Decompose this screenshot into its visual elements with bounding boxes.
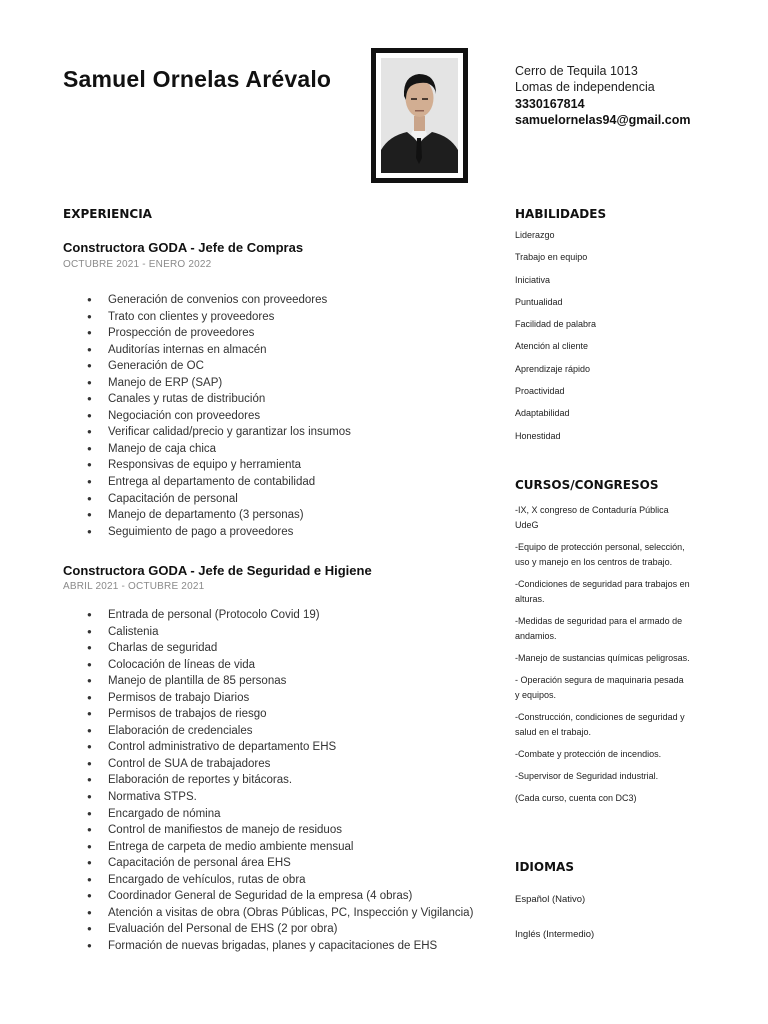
list-item: ● Manejo de plantilla de 85 personas xyxy=(63,673,473,690)
list-item: ● Control administrativo de departamento EHS xyxy=(63,739,473,756)
list-item: Facilidad de palabra xyxy=(515,319,597,330)
list-item: ● Generación de convenios con proveedores xyxy=(63,292,351,309)
list-item: ● Seguimiento de pago a proveedores xyxy=(63,524,351,541)
experience-heading: EXPERIENCIA xyxy=(63,207,152,221)
list-item: ● Entrada de personal (Protocolo Covid 19) xyxy=(63,607,473,624)
language-item: Inglés (Intermedio) xyxy=(515,929,595,940)
list-item: ● Manejo de departamento (3 personas) xyxy=(63,507,351,524)
list-item: -Manejo de sustancias químicas peligrosas. xyxy=(515,653,690,663)
language-item: Español (Nativo) xyxy=(515,894,586,905)
list-item: ● Generación de OC xyxy=(63,358,351,375)
list-item: -Combate y protección de incendios. xyxy=(515,749,662,759)
list-item: ● Elaboración de credenciales xyxy=(63,723,473,740)
list-item: ● Encargado de vehículos, rutas de obra xyxy=(63,872,473,889)
list-item: -IX, X congreso de Contaduría Pública UdeG xyxy=(515,505,669,530)
list-item: Liderazgo xyxy=(515,230,555,240)
contact-block xyxy=(515,63,690,128)
address-line-2: Lomas de independencia xyxy=(515,80,655,95)
list-item: ● Normativa STPS. xyxy=(63,789,473,806)
email-address: samuelornelas94@gmail.com xyxy=(515,112,691,127)
list-item: Iniciativa xyxy=(515,274,551,285)
list-item: ● Negociación con proveedores xyxy=(63,408,351,425)
list-item: ● Permisos de trabajos de riesgo xyxy=(63,706,473,723)
list-item: ● Prospección de proveedores xyxy=(63,325,351,342)
list-item: Puntualidad xyxy=(515,296,563,307)
list-item: ● Entrega al departamento de contabilidad xyxy=(63,474,351,491)
list-item: ● Permisos de trabajo Diarios xyxy=(63,690,473,707)
list-item: Trabajo en equipo xyxy=(515,252,588,263)
list-item: - Operación segura de maquinaria pesada y equipos. xyxy=(515,675,684,700)
phone-number: 3330167814 xyxy=(515,96,585,111)
job-title-2: Constructora GODA - Jefe de Seguridad e Higiene xyxy=(63,563,372,578)
list-item: ● Manejo de ERP (SAP) xyxy=(63,375,351,392)
list-item: ● Verificar calidad/precio y garantizar los insumos xyxy=(63,424,351,441)
list-item: ● Responsivas de equipo y herramienta xyxy=(63,457,351,474)
list-item: -Equipo de protección personal, selección, uso y manejo en los centros de trabajo. xyxy=(515,542,685,567)
list-item: ● Charlas de seguridad xyxy=(63,640,473,657)
address-line-1: Cerro de Tequila 1013 xyxy=(515,64,638,78)
list-item: ● Entrega de carpeta de medio ambiente mensual xyxy=(63,839,473,856)
courses-list xyxy=(515,503,690,813)
skills-list xyxy=(515,229,596,452)
list-item: ● Encargado de nómina xyxy=(63,806,473,823)
job-dates-1: OCTUBRE 2021 - ENERO 2022 xyxy=(63,259,212,270)
job-dates-2: ABRIL 2021 - OCTUBRE 2021 xyxy=(63,581,205,592)
courses-heading: CURSOS/CONGRESOS xyxy=(515,478,659,492)
list-item: ● Capacitación de personal xyxy=(63,491,351,508)
list-item: -Medidas de seguridad para el armado de andamios. xyxy=(515,616,683,641)
list-item: ● Manejo de caja chica xyxy=(63,441,351,458)
list-item: -Condiciones de seguridad para trabajos en alturas. xyxy=(515,579,690,604)
list-item: Proactividad xyxy=(515,386,565,397)
list-item: ● Trato con clientes y proveedores xyxy=(63,309,351,326)
portrait-illustration xyxy=(381,58,458,173)
job-1-bullet-list xyxy=(63,292,351,540)
list-item: ● Control de SUA de trabajadores xyxy=(63,756,473,773)
profile-photo-frame xyxy=(371,48,468,183)
list-item: ● Colocación de líneas de vida xyxy=(63,657,473,674)
languages-heading: IDIOMAS xyxy=(515,860,574,874)
list-item: ● Coordinador General de Seguridad de la empresa (4 obras) xyxy=(63,888,473,905)
list-item: ● Calistenia xyxy=(63,624,473,641)
profile-photo xyxy=(381,58,458,173)
list-item: Atención al cliente xyxy=(515,341,589,352)
list-item: (Cada curso, cuenta con DC3) xyxy=(515,793,637,803)
list-item: -Supervisor de Seguridad industrial. xyxy=(515,771,659,781)
list-item: ● Elaboración de reportes y bitácoras. xyxy=(63,772,473,789)
list-item: ● Atención a visitas de obra (Obras Públicas, PC, Inspección y Vigilancia) xyxy=(63,905,473,922)
list-item: -Construcción, condiciones de seguridad y salud en el trabajo. xyxy=(515,712,685,737)
job-title-1: Constructora GODA - Jefe de Compras xyxy=(63,240,304,255)
list-item: ● Canales y rutas de distribución xyxy=(63,391,351,408)
list-item: ● Evaluación del Personal de EHS (2 por obra) xyxy=(63,921,473,938)
list-item: Aprendizaje rápido xyxy=(515,363,591,374)
job-2-bullet-list xyxy=(63,607,473,954)
list-item: ● Control de manifiestos de manejo de residuos xyxy=(63,822,473,839)
skills-heading: HABILIDADES xyxy=(515,207,607,221)
list-item: ● Auditorías internas en almacén xyxy=(63,342,351,359)
list-item: ● Formación de nuevas brigadas, planes y capacitaciones de EHS xyxy=(63,938,473,955)
candidate-name: Samuel Ornelas Arévalo xyxy=(63,66,332,92)
list-item: ● Capacitación de personal área EHS xyxy=(63,855,473,872)
list-item: Adaptabilidad xyxy=(515,408,570,419)
list-item: Honestidad xyxy=(515,430,561,441)
